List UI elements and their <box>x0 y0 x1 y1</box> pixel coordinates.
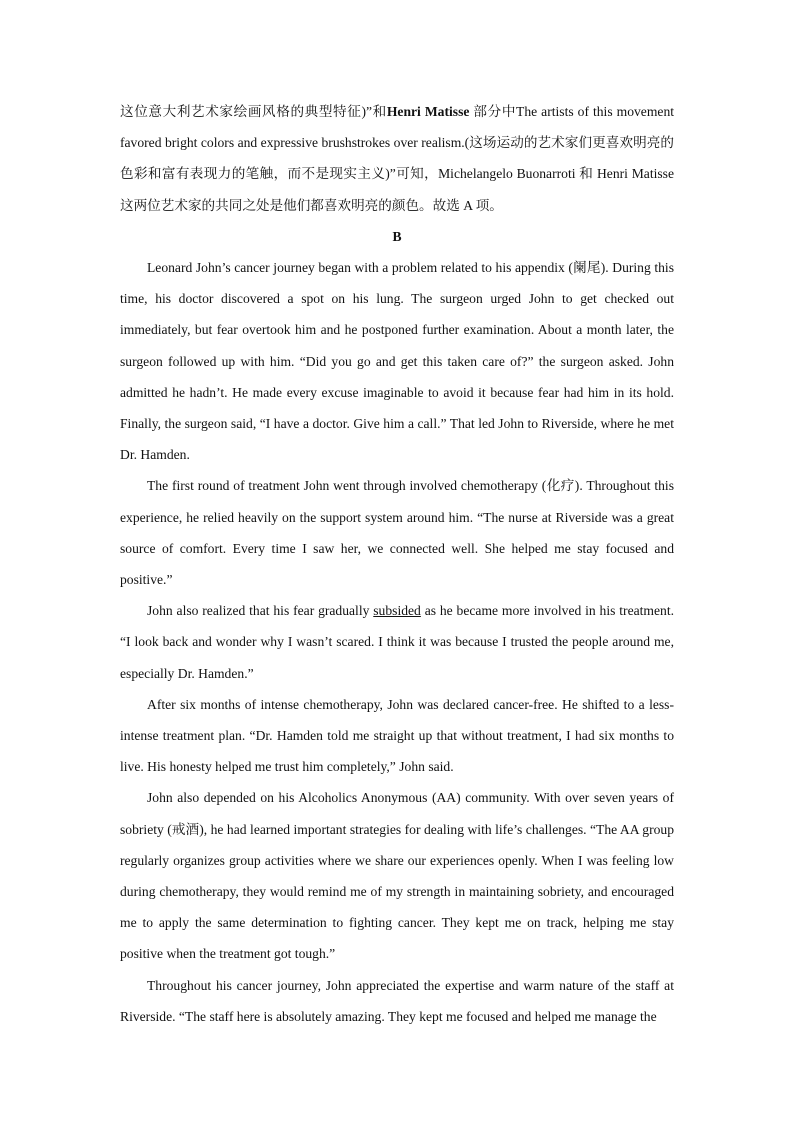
paragraph-3-text-start: John also realized that his fear gradually <box>147 603 374 619</box>
answer-explanation <box>120 96 674 221</box>
passage-paragraph-3 <box>120 595 674 689</box>
explanation-text-end: 部分中The artists of this movement favored bright colors and expressive brushstrokes over realism.(这场运动的艺术家们更喜欢明亮的色彩和富有表现力的笔触，而不是现实主义)”可知，Michelangelo Buonarroti 和 Henri Matisse 这两位艺术家的共同之处是他们都喜欢明亮的颜色。故选 A 项。 <box>120 104 675 213</box>
passage-paragraph-4: After six months of intense chemotherapy, John was declared cancer-free. He shifted to a less-intense treatment plan. “Dr. Hamden told me straight up that without treatment, I had six months to live. His honesty helped me trust him completely,” John said. <box>120 696 674 775</box>
passage-paragraph-5: John also depended on his Alcoholics Anonymous (AA) community. With over seven years of sobriety (戒酒), he had learned important strategies for dealing with life’s challenges. “The AA group regularly organizes group activities where we share our experiences openly. When I was feeling low during chemotherapy, they would remind me of my strength in maintaining sobriety, and encouraged me to apply the same determination to fighting cancer. They kept me on track, helping me stay positive when the treatment got tough.” <box>120 790 674 962</box>
underlined-word: subsided <box>373 603 421 619</box>
artist-name-bold: Henri Matisse <box>386 104 470 119</box>
passage-paragraph-6: Throughout his cancer journey, John appreciated the expertise and warm nature of the staff at Riverside. “The staff here is absolutely amazing. They kept me focused and helped me manage the <box>120 977 674 1024</box>
section-title: B <box>392 228 402 244</box>
passage-paragraph-2: The first round of treatment John went through involved chemotherapy (化疗). Throughout this experience, he relied heavily on the support system around him. “The nurse at Riverside was a great source of comfort. Every time I saw her, we connected well. She helped me stay focused and positive.” <box>120 478 674 588</box>
document-page <box>120 96 674 1032</box>
paragraph-3-text-end: as he became more involved in his treatment. “I look back and wonder why I wasn’t scared. I think it was because I trusted the people around me, especially Dr. Hamden.” <box>120 603 674 681</box>
explanation-text-start: 这位意大利艺术家绘画风格的典型特征)”和 <box>120 104 387 119</box>
passage-paragraph-1: Leonard John’s cancer journey began with a problem related to his appendix (阑尾). During this time, his doctor discovered a spot on his lung. The surgeon urged John to get checked out immediately, but fear overtook him and he postponed further examination. About a month later, the surgeon followed up with him. “Did you go and get this taken care of?” the surgeon asked. John admitted he hadn’t. He made every excuse imaginable to avoid it because fear had him in its hold. Finally, the surgeon said, “I have a doctor. Give him a call.” That led John to Riverside, where he met Dr. Hamden. <box>120 260 674 463</box>
